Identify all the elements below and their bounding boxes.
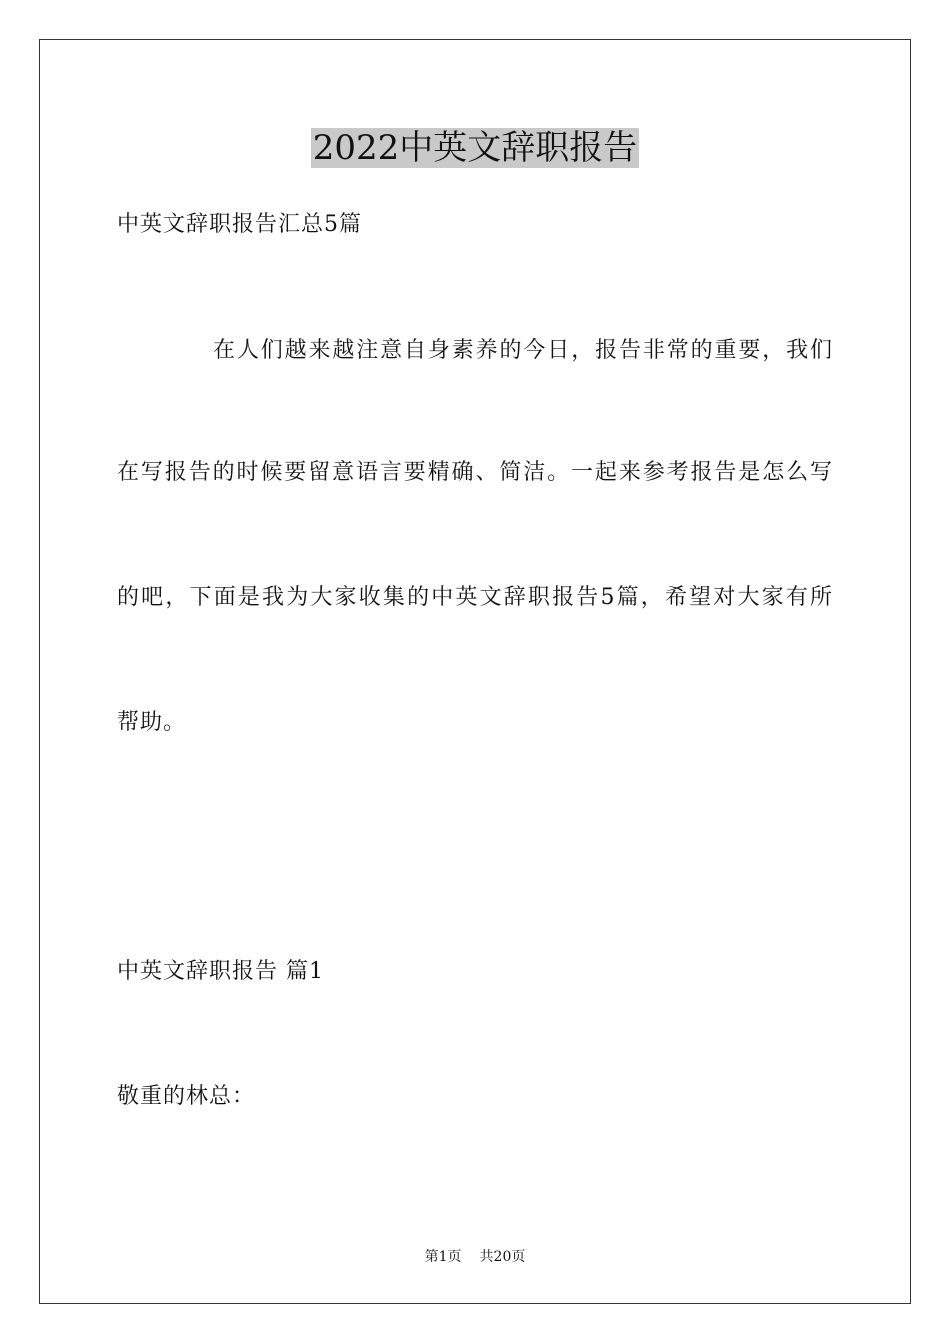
intro-line-4: 帮助。	[117, 710, 187, 735]
intro-line-2: 在写报告的时候要留意语言要精确、简洁。一起来参考报告是怎么写	[117, 460, 833, 485]
document-title-text: 2022中英文辞职报告	[312, 128, 638, 168]
page-total: 共20页	[479, 1249, 526, 1265]
salutation: 敬重的林总：	[117, 1084, 256, 1109]
page-number: 第1页	[424, 1249, 462, 1265]
document-subtitle: 中英文辞职报告汇总5篇	[117, 212, 362, 237]
intro-line-1: 在人们越来越注意自身素养的今日，报告非常的重要，我们	[213, 338, 833, 363]
intro-line-3: 的吧，下面是我为大家收集的中英文辞职报告5篇，希望对大家有所	[117, 585, 833, 610]
document-title	[0, 124, 950, 172]
page-footer	[0, 1247, 950, 1267]
section-heading: 中英文辞职报告 篇1	[117, 959, 324, 984]
